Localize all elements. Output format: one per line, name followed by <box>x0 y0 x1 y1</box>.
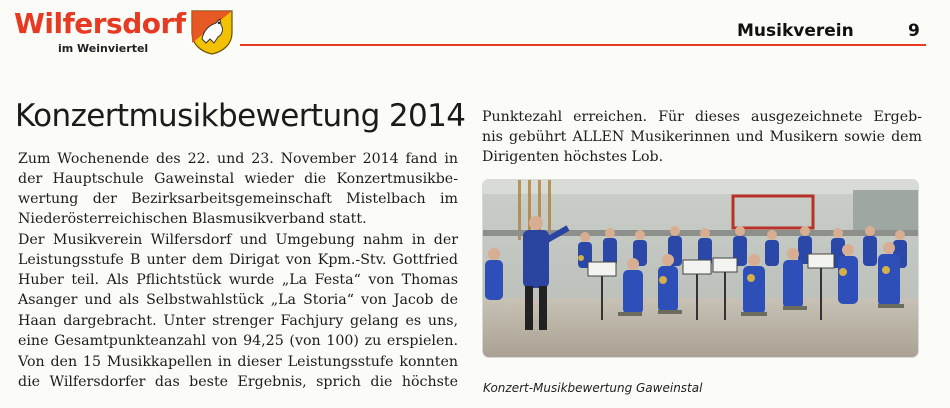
photo-caption: Konzert-Musikbewertung Gaweinstal <box>483 381 703 395</box>
article-text-line: Dirigenten höchstes Lob. <box>482 149 664 165</box>
article-text-line: der Hauptschule Gaweinstal wieder die Konzertmusikbe- <box>18 171 458 187</box>
article-text-line: Haan dargebracht. Unter strenger Fachjury gelang es uns, <box>18 313 458 329</box>
article-text-line: Asanger und als Selbstwahlstück „La Storia“ von Jacob de <box>18 292 458 308</box>
page-number: 9 <box>908 21 920 41</box>
article-text-line: die Wilfersdorfer das beste Ergebnis, sprich die höchste <box>18 374 458 390</box>
article-text-line: Leistungsstufe B unter dem Dirigat von Kpm.-Stv. Gottfried <box>18 252 458 268</box>
brand-subtitle: im Weinviertel <box>58 42 149 55</box>
band-photo-image <box>483 180 918 357</box>
brand-logo-text: Wilfersdorf <box>14 7 186 40</box>
article-text-line: Niederösterreichischen Blasmusikverband statt. <box>18 211 367 227</box>
article-text-line: Der Musikverein Wilfersdorf und Umgebung nahm in der <box>18 232 458 248</box>
article-text-line: wertung der Bezirksarbeitsgemeinschaft Mistelbach im <box>18 191 458 207</box>
article-text-line: Huber teil. Als Pflichtstück wurde „La Festa“ von Thomas <box>18 272 458 288</box>
coat-of-arms-icon <box>190 9 234 55</box>
article-text-line: nis gebührt ALLEN Musikerinnen und Musikern sowie dem <box>482 129 922 145</box>
article-text-line: eine Gesamtpunkteanzahl von 94,25 (von 100) zu erspielen. <box>18 333 458 349</box>
section-name: Musikverein <box>737 21 854 41</box>
article-text-line: Punktezahl erreichen. Für dieses ausgezeichnete Ergeb- <box>482 109 922 125</box>
article-text-line: Von den 15 Musikkapellen in dieser Leistungsstufe konnten <box>18 354 458 370</box>
article-title: Konzertmusikbewertung 2014 <box>15 98 466 134</box>
header-rule <box>240 44 926 46</box>
article-text-line: Zum Wochenende des 22. und 23. November 2014 fand in <box>18 151 458 167</box>
band-photo <box>483 180 918 357</box>
